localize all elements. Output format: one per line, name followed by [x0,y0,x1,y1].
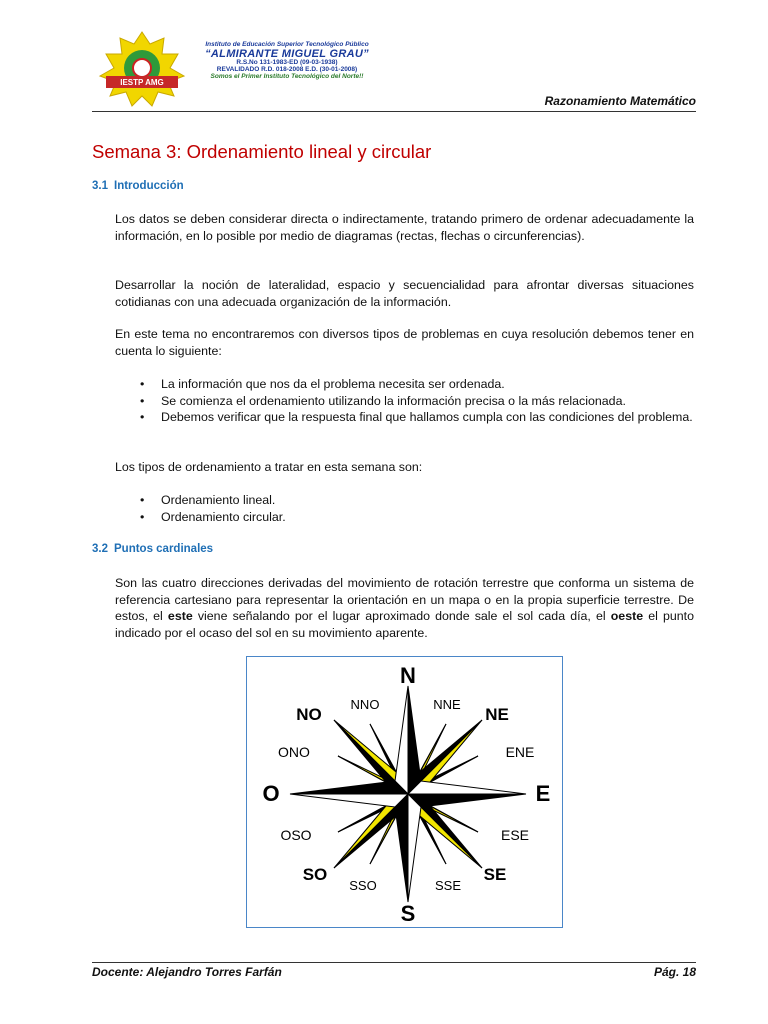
page-title: Semana 3: Ordenamiento lineal y circular [92,141,432,162]
resolution-1: R.S.No 131-1983-ED (09-03-1938) [236,59,338,67]
list-item: • Se comienza el ordenamiento utilizando la información precisa o la más relacionada. [115,393,694,410]
compass-rose-icon [247,657,562,927]
compass-label-no: NO [296,705,322,724]
list-item: • La información que nos da el problema necesita ser ordenada. [115,376,694,393]
paragraph: Son las cuatro direcciones derivadas del movimiento de rotación terrestre que conforma un sistema de referencia cartesiano para representar la orientación en un mapa o en la propia superficie terrestre. De estos, el este viene señalando por el lugar aproximado donde sale el sol cada día, el oeste el punto indicado por el ocaso del sol en su movimiento aparente. [115,576,694,640]
compass-label-s: S [400,901,416,926]
compass-label-sse: SSE [434,878,462,893]
bullet-list [115,376,694,426]
list-item: • Ordenamiento lineal. [115,492,694,509]
institution-text [192,42,382,81]
bullet-list [115,492,694,525]
footer-teacher: Docente: Alejandro Torres Farfán [92,965,282,979]
logo-emblem-icon [92,30,192,110]
section-heading-intro: 3.1 Introducción [92,180,184,192]
paragraph: Los tipos de ordenamiento a tratar en esta semana son: [115,460,423,474]
footer-page-number: Pág. 18 [653,965,696,979]
compass-label-nne: NNE [433,697,461,712]
compass-label-ene: ENE [505,744,535,760]
paragraph: Los datos se deben considerar directa o indirectamente, tratando primero de ordenar adecuadamente la información, en lo posible por medio de diagramas (rectas, flechas o circunferencias). [115,212,694,243]
compass-label-e: E [535,781,551,806]
compass-label-n: N [400,663,416,688]
compass-rose-figure [246,656,563,928]
section-heading-cardinal: 3.2 Puntos cardinales [92,543,214,555]
list-item: • Debemos verificar que la respuesta final que hallamos cumpla con las condiciones del problema. [115,409,694,426]
subject-header: Razonamiento Matemático [544,94,696,108]
svg-text:IESTP AMG: IESTP AMG [120,78,164,87]
header-divider [92,111,696,112]
institution-line1: Instituto de Educación Superior Tecnológico Público [205,41,369,48]
compass-label-ne: NE [485,705,509,724]
compass-label-o: O [262,781,280,806]
compass-label-ono: ONO [278,744,310,760]
compass-label-sso: SSO [349,878,377,893]
compass-label-oso: OSO [280,827,312,843]
footer-divider [92,962,696,963]
compass-label-so: SO [302,865,328,884]
compass-label-ese: ESE [500,827,530,843]
compass-label-se: SE [483,865,507,884]
paragraph: Desarrollar la noción de lateralidad, espacio y secuencialidad para afrontar diversas situaciones cotidianas con una adecuada organización de la información. [115,278,694,309]
resolution-2: REVALIDADO R.D. 018-2008 E.D. (30-01-2008) [216,66,358,74]
institution-logo [92,30,374,110]
compass-label-nno: NNO [350,697,380,712]
institution-name: “ALMIRANTE MIGUEL GRAU” [205,47,369,60]
slogan: Somos el Primer Instituto Tecnológico del Norte!! [210,72,364,80]
list-item: • Ordenamiento circular. [115,509,694,526]
paragraph: En este tema no encontraremos con diversos tipos de problemas en cuya resolución debemos tener en cuenta lo siguiente: [115,327,694,358]
